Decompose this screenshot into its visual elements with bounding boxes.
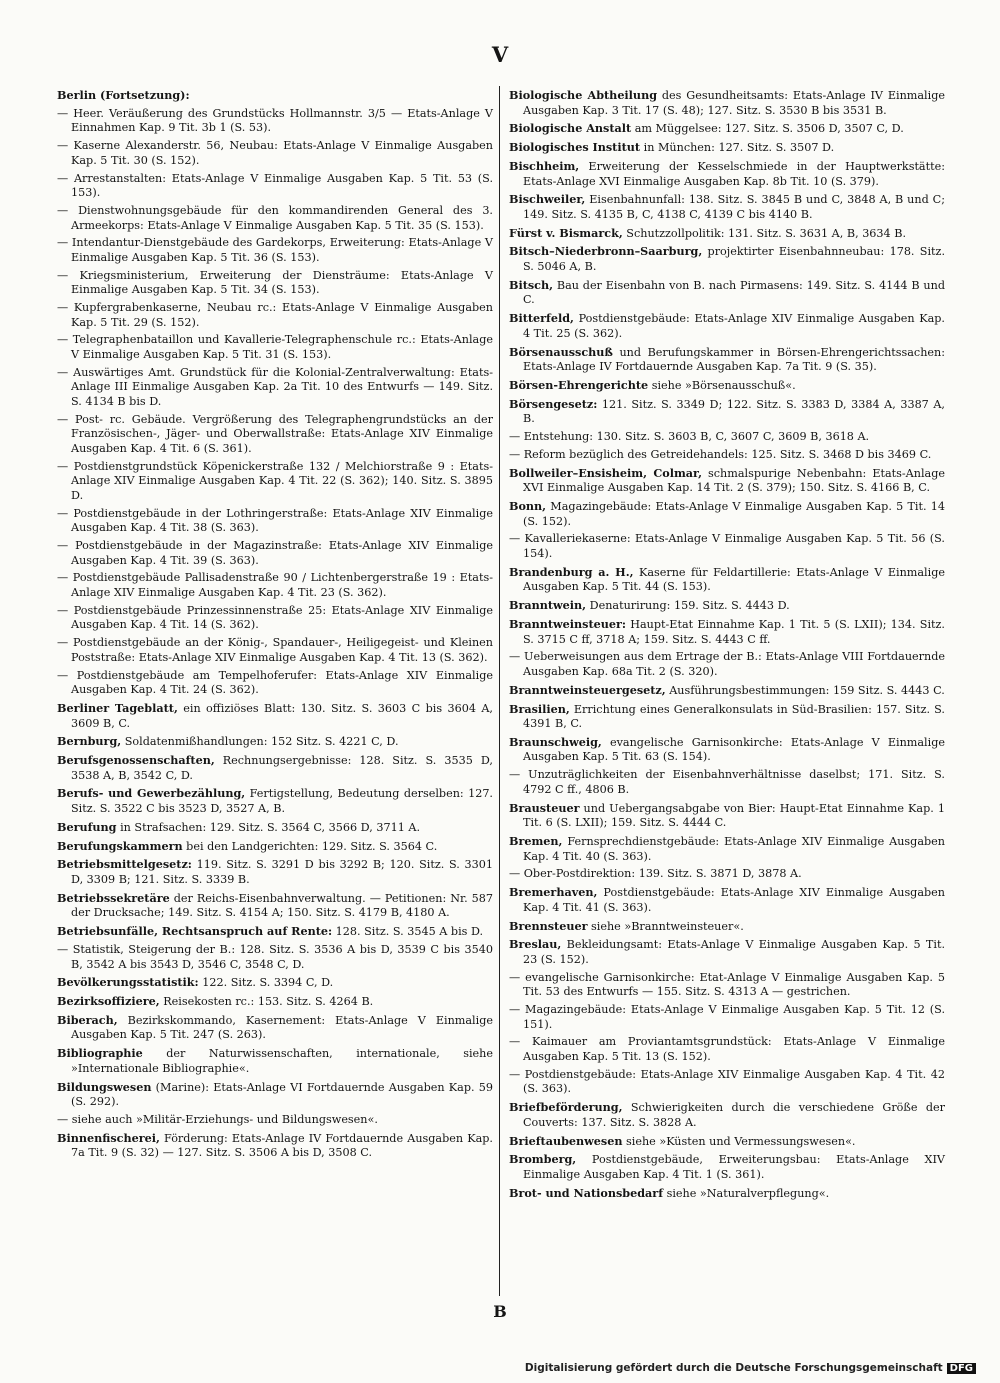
entry-heading: Branntwein, — [509, 598, 587, 613]
index-entry — [509, 650, 945, 679]
entry-text: Eisenbahnunfall: 138. Sitz. S. 3845 B und C, 3848 A, B und C; 149. Sitz. S. 4135 B, C, 4138 C, 4139 C bis 4140 B. — [523, 193, 945, 221]
entry-text: Fernsprechdienstgebäude: Etats-Anlage XIV Einmalige Ausgaben Kap. 4 Tit. 40 (S. 363). — [523, 835, 945, 863]
index-entry — [509, 702, 945, 732]
entry-text: — Telegraphenbataillon und Kavallerie-Telegraphenschule rc.: Etats-Anlage V Einmalige Ausgaben Kap. 5 Tit. 31 (S. 153). — [57, 333, 493, 361]
index-entry — [57, 333, 493, 362]
entry-text: bei den Landgerichten: 129. Sitz. S. 3564 C. — [182, 839, 438, 853]
entry-text: Postdienstgebäude, Erweiterungsbau: Etats-Anlage XIV Einmalige Ausgaben Kap. 4 Tit. 1 (S. 361). — [523, 1153, 945, 1181]
entry-heading: Bonn, — [509, 499, 547, 514]
index-entry — [57, 1046, 493, 1076]
index-entry — [509, 278, 945, 308]
index-entry — [57, 924, 493, 940]
index-entry — [509, 683, 945, 699]
index-entry — [509, 617, 945, 647]
entry-heading: Branntweinsteuer: — [509, 616, 627, 631]
index-entry — [57, 734, 493, 750]
entry-heading: Berlin (Fortsetzung): — [57, 88, 190, 102]
entry-heading: Berliner Tageblatt, — [57, 700, 178, 715]
entry-heading: Bitterfeld, — [509, 311, 574, 326]
entry-heading: Bischweiler, — [509, 192, 586, 207]
entry-heading: Biologisches Institut — [509, 140, 641, 155]
entry-text: Soldatenmißhandlungen: 152 Sitz. S. 4221 C, D. — [121, 735, 399, 749]
entry-heading: Betriebssekretäre — [57, 890, 170, 905]
entry-heading: Berufsgenossenschaften, — [57, 753, 215, 768]
index-entry — [57, 839, 493, 855]
entry-text: — Kavalleriekaserne: Etats-Anlage V Einmalige Ausgaben Kap. 5 Tit. 56 (S. 154). — [509, 532, 945, 561]
entry-heading: Breslau, — [509, 937, 562, 952]
index-entry — [57, 204, 493, 233]
right-column — [509, 88, 945, 1205]
entry-heading: Branntweinsteuergesetz, — [509, 682, 666, 697]
entry-text: — Ueberweisungen aus dem Ertrage der B.: Etats-Anlage VIII Fortdauernde Ausgaben Kap. 68a Tit. 2 (S. 320). — [509, 650, 945, 678]
entry-text: am Müggelsee: 127. Sitz. S. 3506 D, 3507 C, D. — [631, 122, 904, 136]
index-entry — [509, 1100, 945, 1130]
index-entry — [509, 885, 945, 915]
index-entry — [509, 598, 945, 614]
entry-text: Errichtung eines Generalkonsulats in Süd-Brasilien: 157. Sitz. S. 4391 B, C. — [523, 702, 945, 731]
index-entry — [57, 236, 493, 265]
entry-heading: Fürst v. Bismarck, — [509, 225, 623, 240]
index-entry — [57, 107, 493, 136]
index-entry — [57, 1113, 493, 1128]
index-entry — [509, 466, 945, 496]
entry-text: 128. Sitz. S. 3545 A bis D. — [332, 925, 484, 939]
index-entry — [509, 867, 945, 882]
index-entry — [57, 460, 493, 504]
entry-heading: Bildungswesen — [57, 1079, 152, 1094]
entry-text: — Auswärtiges Amt. Grundstück für die Kolonial-Zentralverwaltung: Etats-Anlage III Einmalige Ausgaben Kap. 2a Tit. 10 des Entwurfs — 149. Sitz. S. 4134 B bis D. — [57, 365, 493, 408]
entry-heading: Brasilien, — [509, 701, 570, 716]
entry-heading: Bremerhaven, — [509, 885, 598, 900]
entry-text: — Arrestanstalten: Etats-Anlage V Einmalige Ausgaben Kap. 5 Tit. 53 (S. 153). — [57, 171, 493, 200]
entry-heading: Brandenburg a. H., — [509, 564, 634, 579]
entry-text: — Magazingebäude: Etats-Anlage V Einmalige Ausgaben Kap. 5 Tit. 12 (S. 151). — [509, 1003, 945, 1031]
entry-text: (Marine): Etats-Anlage VI Fortdauernde Ausgaben Kap. 59 (S. 292). — [71, 1080, 493, 1109]
entry-heading: Bezirksoffiziere, — [57, 994, 160, 1009]
entry-heading: Bischheim, — [509, 158, 580, 173]
index-entry — [509, 88, 945, 118]
index-entry — [509, 378, 945, 394]
index-entry — [57, 820, 493, 836]
entry-heading: Bitsch–Niederbronn–Saarburg, — [509, 244, 703, 259]
entry-text: und Uebergangsabgabe von Bier: Haupt-Etat Einnahme Kap. 1 Tit. 6 (S. LXII); 159. Sitz. S. 4444 C. — [523, 801, 945, 830]
entry-text: — siehe auch »Militär-Erziehungs- und Bildungswesen«. — [57, 1113, 378, 1126]
index-entry — [57, 994, 493, 1010]
index-entry — [57, 669, 493, 698]
index-entry — [57, 604, 493, 633]
index-entry — [509, 735, 945, 765]
entry-text: schmalspurige Nebenbahn: Etats-Anlage XVI Einmalige Ausgaben Kap. 14 Tit. 2 (S. 379); 150. Sitz. S. 4166 B, C. — [523, 466, 945, 495]
entry-heading: Berufs- und Gewerbezählung, — [57, 786, 246, 801]
entry-heading: Bibliographie — [57, 1046, 143, 1061]
entry-heading: Biologische Abtheilung — [509, 88, 658, 102]
entry-text: — evangelische Garnisonkirche: Etat-Anlage V Einmalige Ausgaben Kap. 5 Tit. 53 des Entwurfs — 155. Sitz. S. 4313 A — gestrichen. — [509, 970, 945, 999]
entry-text: der Naturwissenschaften, internationale, siehe »Internationale Bibliographie«. — [71, 1047, 493, 1075]
index-entry — [57, 1013, 493, 1043]
signature-mark: B — [493, 1302, 507, 1321]
entry-heading: Bernburg, — [57, 734, 122, 749]
entry-text: Haupt-Etat Einnahme Kap. 1 Tit. 5 (S. LXII); 134. Sitz. S. 3715 C ff, 3718 A; 159. Sitz. S. 4443 C ff. — [523, 617, 945, 646]
entry-text: 122. Sitz. S. 3394 C, D. — [198, 976, 334, 990]
index-entry — [509, 159, 945, 189]
entry-heading: Betriebsmittelgesetz: — [57, 857, 192, 872]
index-entry — [509, 919, 945, 935]
entry-heading: Brieftaubenwesen — [509, 1133, 623, 1148]
entry-text: — Postdienstgebäude am Tempelhoferufer: Etats-Anlage XIV Einmalige Ausgaben Kap. 4 Tit. 24 (S. 362). — [57, 668, 493, 697]
entry-text: Magazingebäude: Etats-Anlage V Einmalige Ausgaben Kap. 5 Tit. 14 (S. 152). — [523, 500, 945, 528]
index-entry — [57, 786, 493, 816]
entry-text: — Postdienstgebäude: Etats-Anlage XIV Einmalige Ausgaben Kap. 4 Tit. 42 (S. 363). — [509, 1067, 945, 1096]
entry-text: — Dienstwohnungsgebäude für den kommandirenden General des 3. Armeekorps: Etats-Anlage V Einmalige Ausgaben Kap. 5 Tit. 35 (S. 153). — [57, 203, 493, 232]
entry-heading: Biberach, — [57, 1012, 118, 1027]
entry-text: projektirter Eisenbahnneubau: 178. Sitz. S. 5046 A, B. — [523, 245, 945, 274]
entry-text: in Strafsachen: 129. Sitz. S. 3564 C, 3566 D, 3711 A. — [116, 820, 421, 834]
entry-text: siehe »Branntweinsteuer«. — [587, 919, 744, 933]
entry-text: Bau der Eisenbahn von B. nach Pirmasens: 149. Sitz. S. 4144 B und C. — [523, 278, 945, 307]
entry-text: Schwierigkeiten durch die verschiedene Größe der Couverts: 137. Sitz. S. 3828 A. — [523, 1101, 945, 1129]
index-entry — [57, 507, 493, 536]
entry-text: — Unzuträglichkeiten der Eisenbahnverhältnisse daselbst; 171. Sitz. S. 4792 C ff., 4806 B. — [509, 768, 945, 796]
index-entry — [509, 565, 945, 595]
index-entry — [57, 413, 493, 457]
index-entry — [57, 366, 493, 410]
index-entry — [509, 345, 945, 375]
index-entry — [509, 499, 945, 529]
index-entry — [509, 834, 945, 864]
entry-text: — Statistik, Steigerung der B.: 128. Sitz. S. 3536 A bis D, 3539 C bis 3540 B, 3542 A bis 3543 D, 3546 C, 3548 C, D. — [57, 942, 493, 971]
entry-heading: Berufungskammern — [57, 838, 183, 853]
entry-text: Denaturirung: 159. Sitz. S. 4443 D. — [586, 599, 790, 613]
column-divider — [499, 86, 500, 1296]
entry-text: — Kaserne Alexanderstr. 56, Neubau: Etats-Anlage V Einmalige Ausgaben Kap. 5 Tit. 30 (S. 152). — [57, 139, 493, 167]
entry-text: Postdienstgebäude: Etats-Anlage XIV Einmalige Ausgaben Kap. 4 Tit. 41 (S. 363). — [523, 886, 945, 914]
index-entry — [509, 1003, 945, 1032]
entry-text: siehe »Küsten und Vermessungswesen«. — [622, 1134, 856, 1148]
entry-text: 119. Sitz. S. 3291 D bis 3292 B; 120. Sitz. S. 3301 D, 3309 B; 121. Sitz. S. 3339 B. — [71, 858, 493, 886]
entry-text: Bezirkskommando, Kasernement: Etats-Anlage V Einmalige Ausgaben Kap. 5 Tit. 247 (S. 263). — [71, 1013, 493, 1042]
entry-text: 121. Sitz. S. 3349 D; 122. Sitz. S. 3383 D, 3384 A, 3387 A, B. — [523, 397, 945, 426]
index-entry — [509, 1134, 945, 1150]
entry-heading: Brennsteuer — [509, 918, 588, 933]
entry-heading: Biologische Anstalt — [509, 121, 632, 136]
entry-text: — Postdienstgrundstück Köpenickerstraße 132 / Melchiorstraße 9 : Etats-Anlage XIV Einmalige Ausgaben Kap. 4 Tit. 22 (S. 362); 140. Sitz. S. 3895 D. — [57, 459, 493, 502]
entry-text: der Reichs-Eisenbahnverwaltung. — Petitionen: Nr. 587 der Drucksache; 149. Sitz. S. 4154 A; 150. Sitz. S. 4179 B, 4180 A. — [71, 891, 493, 920]
index-entry — [509, 430, 945, 445]
entry-heading: Brot- und Nationsbedarf — [509, 1185, 664, 1200]
index-entry — [57, 1131, 493, 1161]
index-entry — [57, 539, 493, 568]
index-entry — [509, 121, 945, 137]
entry-heading: Brausteuer — [509, 800, 580, 815]
entry-heading: Börsenausschuß — [509, 344, 613, 359]
entry-text: — Postdienstgebäude in der Lothringerstraße: Etats-Anlage XIV Einmalige Ausgaben Kap. 4 Tit. 38 (S. 363). — [57, 506, 493, 535]
index-entry — [57, 172, 493, 201]
index-entry — [57, 975, 493, 991]
entry-text: und Berufungskammer in Börsen-Ehrengerichtssachen: Etats-Anlage IV Fortdauernde Ausgaben Kap. 7a Tit. 9 (S. 35). — [523, 345, 945, 374]
index-entry — [57, 88, 493, 104]
index-entry — [509, 192, 945, 222]
index-entry — [509, 244, 945, 274]
index-entry — [509, 1035, 945, 1064]
page-number: V — [491, 42, 509, 67]
index-entry — [57, 139, 493, 168]
entry-text: — Kriegsministerium, Erweiterung der Diensträume: Etats-Anlage V Einmalige Ausgaben Kap. 5 Tit. 34 (S. 153). — [57, 268, 493, 297]
entry-text: Ausführungsbestimmungen: 159 Sitz. S. 4443 C. — [665, 683, 945, 697]
entry-text: — Reform bezüglich des Getreidehandels: 125. Sitz. S. 3468 D bis 3469 C. — [509, 447, 932, 461]
index-entry — [509, 397, 945, 427]
entry-text: ein offiziöses Blatt: 130. Sitz. S. 3603 C bis 3604 A, 3609 B, C. — [71, 701, 493, 730]
index-entry — [57, 571, 493, 600]
index-entry — [509, 448, 945, 463]
entry-heading: Braunschweig, — [509, 734, 602, 749]
index-entry — [57, 943, 493, 972]
entry-text: Kaserne für Feldartillerie: Etats-Anlage V Einmalige Ausgaben Kap. 5 Tit. 44 (S. 153). — [523, 565, 945, 594]
entry-text: Erweiterung der Kesselschmiede in der Hauptwerkstätte: Etats-Anlage XVI Einmalige Ausgaben Kap. 8b Tit. 10 (S. 379). — [523, 159, 945, 188]
index-entry — [509, 768, 945, 797]
entry-heading: Binnenfischerei, — [57, 1130, 160, 1145]
entry-text: des Gesundheitsamts: Etats-Anlage IV Einmalige Ausgaben Kap. 3 Tit. 17 (S. 48); 127. Sitz. S. 3530 B bis 3531 B. — [523, 89, 945, 117]
entry-text: — Intendantur-Dienstgebäude des Gardekorps, Erweiterung: Etats-Anlage V Einmalige Ausgaben Kap. 5 Tit. 36 (S. 153). — [57, 236, 493, 264]
entry-text: — Ober-Postdirektion: 139. Sitz. S. 3871 D, 3878 A. — [509, 867, 802, 881]
index-entry — [509, 937, 945, 967]
entry-text: siehe »Börsenausschuß«. — [648, 378, 796, 392]
entry-text: Bekleidungsamt: Etats-Anlage V Einmalige Ausgaben Kap. 5 Tit. 23 (S. 152). — [523, 938, 945, 966]
index-entry — [57, 753, 493, 783]
index-entry — [509, 801, 945, 831]
entry-text: — Post- rc. Gebäude. Vergrößerung des Telegraphengrundstücks an der Französischen-, Jäger- und Oberwallstraße: Etats-Anlage XIV Einmalige Ausgaben Kap. 4 Tit. 6 (S. 361). — [57, 412, 493, 455]
index-entry — [57, 1080, 493, 1110]
index-entry — [57, 701, 493, 731]
entry-heading: Börsen-Ehrengerichte — [509, 377, 649, 392]
entry-heading: Betriebsunfälle, Rechtsanspruch auf Rente: — [57, 924, 333, 939]
index-entry — [57, 636, 493, 665]
entry-heading: Berufung — [57, 819, 117, 834]
entry-text: — Entstehung: 130. Sitz. S. 3603 B, C, 3607 C, 3609 B, 3618 A. — [509, 430, 870, 444]
footer-text: Digitalisierung gefördert durch die Deutsche Forschungsgemeinschaft — [524, 1362, 943, 1374]
entry-heading: Briefbeförderung, — [509, 1100, 623, 1115]
entry-heading: Bromberg, — [509, 1152, 577, 1167]
index-entry — [509, 311, 945, 341]
entry-text: in München: 127. Sitz. S. 3507 D. — [640, 141, 835, 155]
index-entry — [509, 532, 945, 561]
entry-text: Schutzzollpolitik: 131. Sitz. S. 3631 A, B, 3634 B. — [622, 226, 906, 240]
entry-text: Reisekosten rc.: 153. Sitz. S. 4264 B. — [159, 995, 374, 1009]
index-entry — [509, 140, 945, 156]
entry-text: — Kupfergrabenkaserne, Neubau rc.: Etats-Anlage V Einmalige Ausgaben Kap. 5 Tit. 29 (S. 152). — [57, 301, 493, 329]
entry-heading: Bitsch, — [509, 277, 554, 292]
entry-text: Fertigstellung, Bedeutung derselben: 127. Sitz. S. 3522 C bis 3523 D, 3527 A, B. — [71, 787, 493, 816]
entry-heading: Bremen, — [509, 834, 563, 848]
entry-heading: Bollweiler–Ensisheim, Colmar, — [509, 465, 703, 480]
left-column — [57, 88, 493, 1164]
index-entry — [57, 269, 493, 298]
entry-text: — Kaimauer am Proviantamtsgrundstück: Etats-Anlage V Einmalige Ausgaben Kap. 5 Tit. 13 (S. 152). — [509, 1035, 945, 1064]
index-entry — [57, 301, 493, 330]
entry-text: siehe »Naturalverpflegung«. — [663, 1186, 830, 1200]
index-entry — [509, 1152, 945, 1182]
entry-heading: Bevölkerungsstatistik: — [57, 975, 199, 990]
index-entry — [509, 1068, 945, 1097]
entry-heading: Börsengesetz: — [509, 396, 598, 411]
entry-text: Rechnungsergebnisse: 128. Sitz. S. 3535 D, 3538 A, B, 3542 C, D. — [71, 754, 493, 782]
entry-text: Postdienstgebäude: Etats-Anlage XIV Einmalige Ausgaben Kap. 4 Tit. 25 (S. 362). — [523, 312, 945, 340]
entry-text: — Postdienstgebäude Prinzessinnenstraße 25: Etats-Anlage XIV Einmalige Ausgaben Kap. 4 Tit. 14 (S. 362). — [57, 603, 493, 632]
entry-text: — Heer. Veräußerung des Grundstücks Hollmannstr. 3/5 — Etats-Anlage V Einnahmen Kap. 9 Tit. 3b 1 (S. 53). — [57, 106, 493, 135]
index-entry — [509, 1186, 945, 1202]
entry-text: — Postdienstgebäude in der Magazinstraße: Etats-Anlage XIV Einmalige Ausgaben Kap. 4 Tit. 39 (S. 363). — [57, 539, 493, 567]
dfg-logo: DFG — [947, 1363, 976, 1374]
index-entry — [57, 857, 493, 887]
entry-text: evangelische Garnisonkirche: Etats-Anlage V Einmalige Ausgaben Kap. 5 Tit. 63 (S. 154). — [523, 735, 945, 764]
index-entry — [57, 891, 493, 921]
entry-text: — Postdienstgebäude an der König-, Spandauer-, Heiligegeist- und Kleinen Poststraße: Etats-Anlage XIV Einmalige Ausgaben Kap. 4 Tit. 13 (S. 362). — [57, 636, 493, 664]
entry-text: Förderung: Etats-Anlage IV Fortdauernde Ausgaben Kap. 7a Tit. 9 (S. 32) — 127. Sitz. S. 3506 A bis D, 3508 C. — [71, 1131, 493, 1160]
index-entry — [509, 226, 945, 242]
entry-text: — Postdienstgebäude Pallisadenstraße 90 / Lichtenbergerstraße 19 : Etats-Anlage XIV Einmalige Ausgaben Kap. 4 Tit. 23 (S. 362). — [57, 571, 493, 600]
index-entry — [509, 971, 945, 1000]
digitization-footer — [525, 1362, 976, 1374]
